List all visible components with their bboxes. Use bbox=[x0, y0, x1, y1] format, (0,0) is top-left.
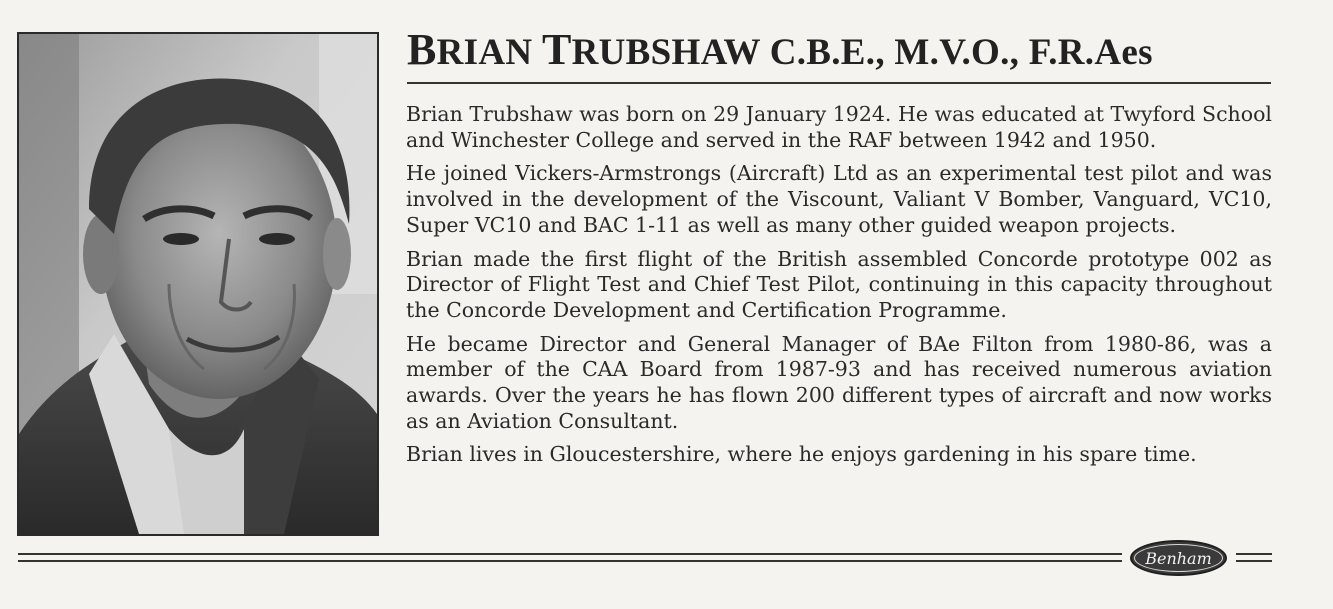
heading-divider bbox=[407, 82, 1271, 84]
footer-rule-right-upper bbox=[1236, 553, 1272, 555]
benham-logo bbox=[1130, 540, 1227, 576]
bio-paragraph-birth: Brian Trubshaw was born on 29 January 1924. He was educated at Twyford School and Winchester College and served in the RAF between 1942 and 1950. bbox=[406, 102, 1272, 152]
page-title bbox=[407, 24, 1273, 75]
title-honours: C.B.E., M.V.O., F.R.Aes bbox=[760, 32, 1153, 73]
biography-text bbox=[406, 102, 1272, 476]
bio-paragraph-concorde: Brian made the first flight of the British assembled Concorde prototype 002 as Director of Flight Test and Chief Test Pilot, continuing in this capacity throughout the Concorde Development and Certification Programme. bbox=[406, 246, 1272, 322]
title-last-initial: T bbox=[541, 25, 572, 74]
title-first-initial: B bbox=[407, 25, 437, 74]
footer-rule-lower bbox=[18, 560, 1122, 562]
bio-paragraph-home: Brian lives in Gloucestershire, where he enjoys gardening in his spare time. bbox=[406, 442, 1197, 467]
footer-rule-upper bbox=[18, 553, 1122, 555]
bio-paragraph-filton: He became Director and General Manager of BAe Filton from 1980-86, was a member of the CAA Board from 1987-93 and has received numerous aviation awards. Over the years he has flown 200 different types of aircraft and now works as an Aviation Consultant. bbox=[406, 331, 1272, 433]
title-last-rest: RUBSHAW bbox=[571, 32, 761, 73]
bio-paragraph-vickers: He joined Vickers-Armstrongs (Aircraft) Ltd as an experimental test pilot and was involved in the development of the Viscount, Valiant V Bomber, Vanguard, VC10, Super VC10 and BAC 1-11 as well as many other guided weapon projects. bbox=[406, 161, 1272, 237]
footer-rule-right-lower bbox=[1236, 560, 1272, 562]
title-first-rest: RIAN bbox=[436, 32, 542, 73]
portrait-photo bbox=[17, 32, 379, 536]
portrait-image bbox=[19, 34, 377, 534]
benham-logo-text: Benham bbox=[1134, 544, 1223, 572]
